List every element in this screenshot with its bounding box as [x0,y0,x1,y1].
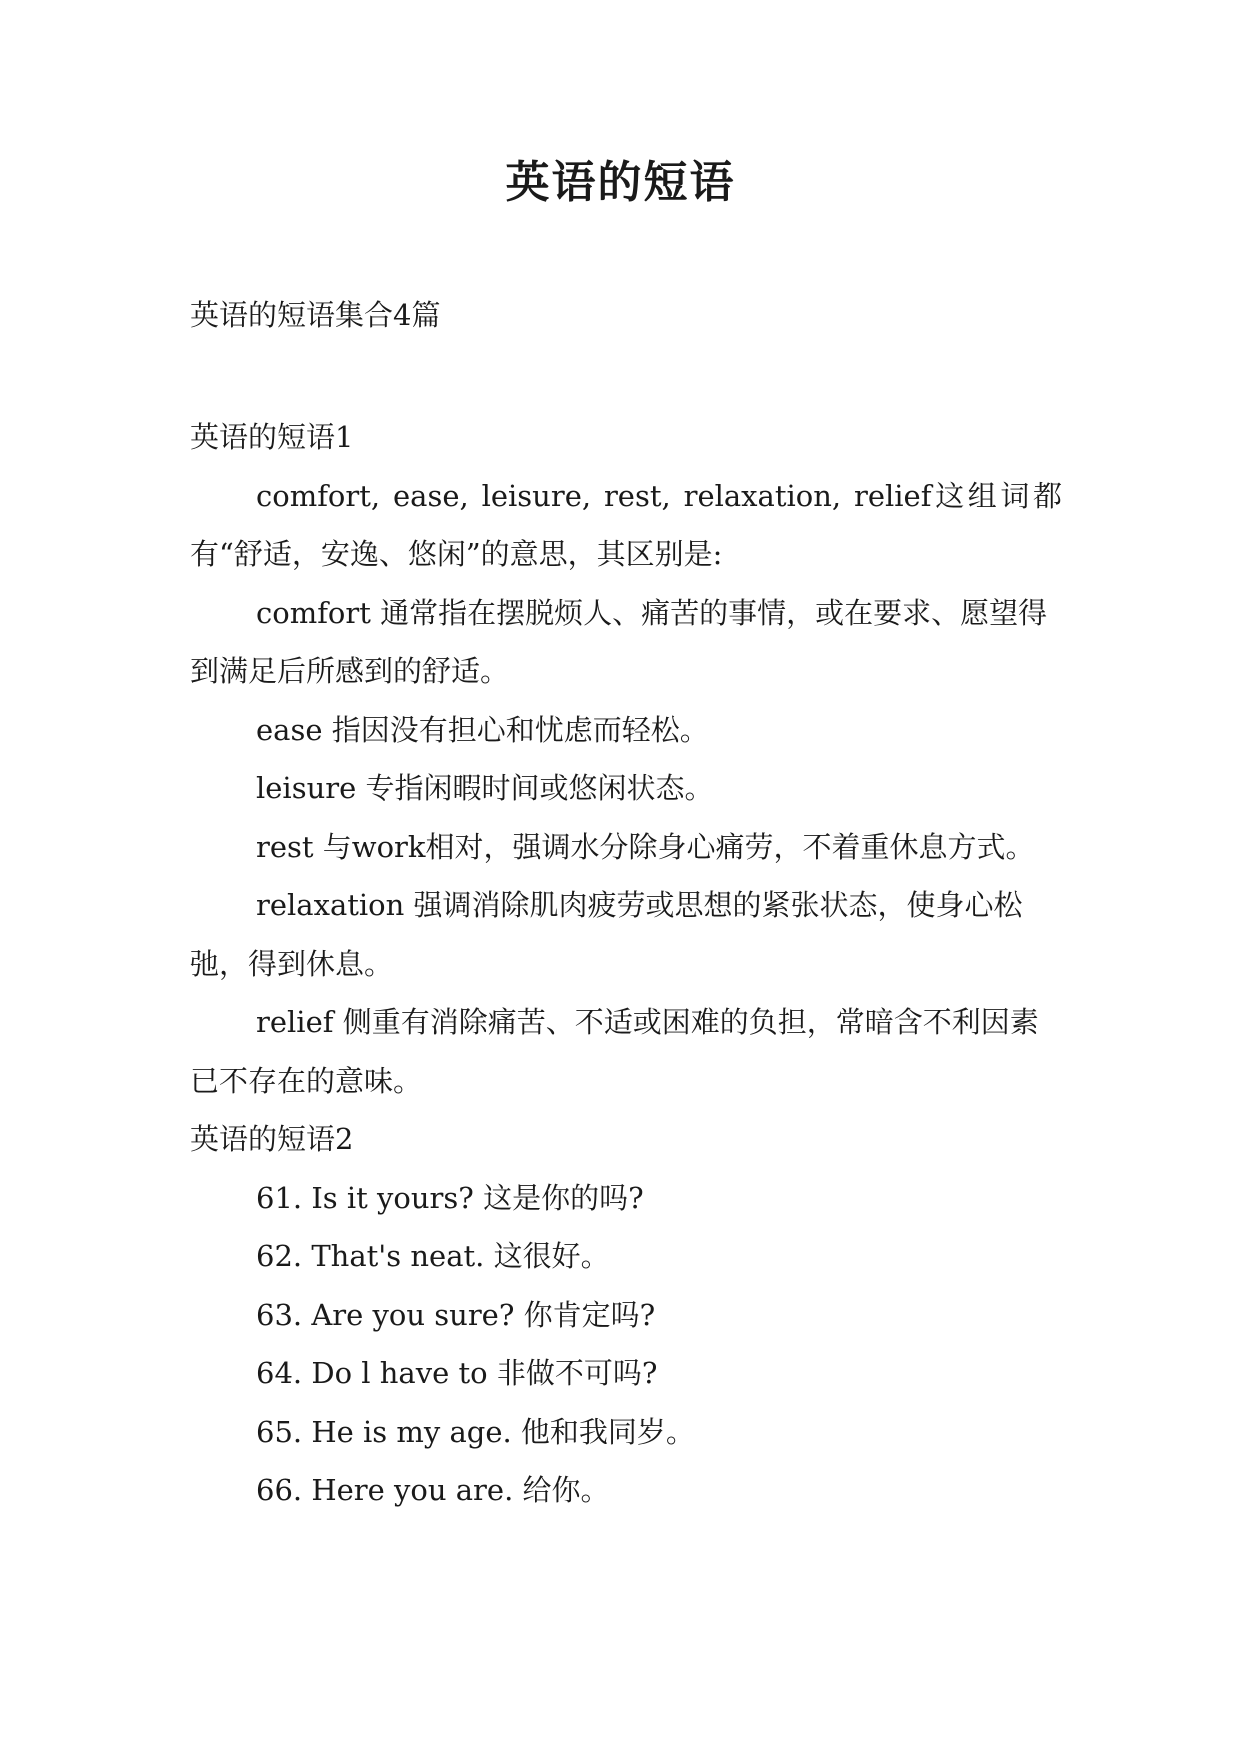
definition-paragraph: rest 与work相对，强调水分除身心痛劳，不着重休息方式。 [256,829,1035,864]
document-body [190,408,1062,1520]
definition-paragraph: ease 指因没有担心和忧虑而轻松。 [256,712,709,747]
definition-paragraph: leisure 专指闲暇时间或悠闲状态。 [256,771,714,805]
phrase-item: 62. That's neat. 这很好。 [256,1239,610,1273]
phrase-item: 66. Here you are. 给你。 [256,1473,610,1507]
definition-paragraph: relaxation 强调消除肌肉疲劳或思想的紧张状态，使身心松弛，得到休息。 [190,888,1023,981]
phrase-item: 63. Are you sure? 你肯定吗? [256,1297,656,1332]
section-heading-2: 英语的短语2 [190,1122,354,1156]
definition-paragraph: relief 侧重有消除痛苦、不适或困难的负担，常暗含不利因素已不存在的意味。 [190,1005,1039,1098]
page-title: 英语的短语 [505,157,736,208]
phrase-item: 65. He is my age. 他和我同岁。 [256,1414,695,1449]
section1-intro: comfort, ease, leisure, rest, relaxation, relief这组词都有“舒适，安逸、悠闲”的意思，其区别是: [190,478,1062,571]
section-heading-1: 英语的短语1 [190,420,354,454]
definition-paragraph: comfort 通常指在摆脱烦人、痛苦的事情，或在要求、愿望得到满足后所感到的舒适。 [190,595,1048,688]
document-subtitle: 英语的短语集合4篇 [190,298,441,332]
phrase-item: 61. Is it yours? 这是你的吗? [256,1180,644,1215]
phrase-item: 64. Do l have to 非做不可吗? [256,1356,658,1390]
